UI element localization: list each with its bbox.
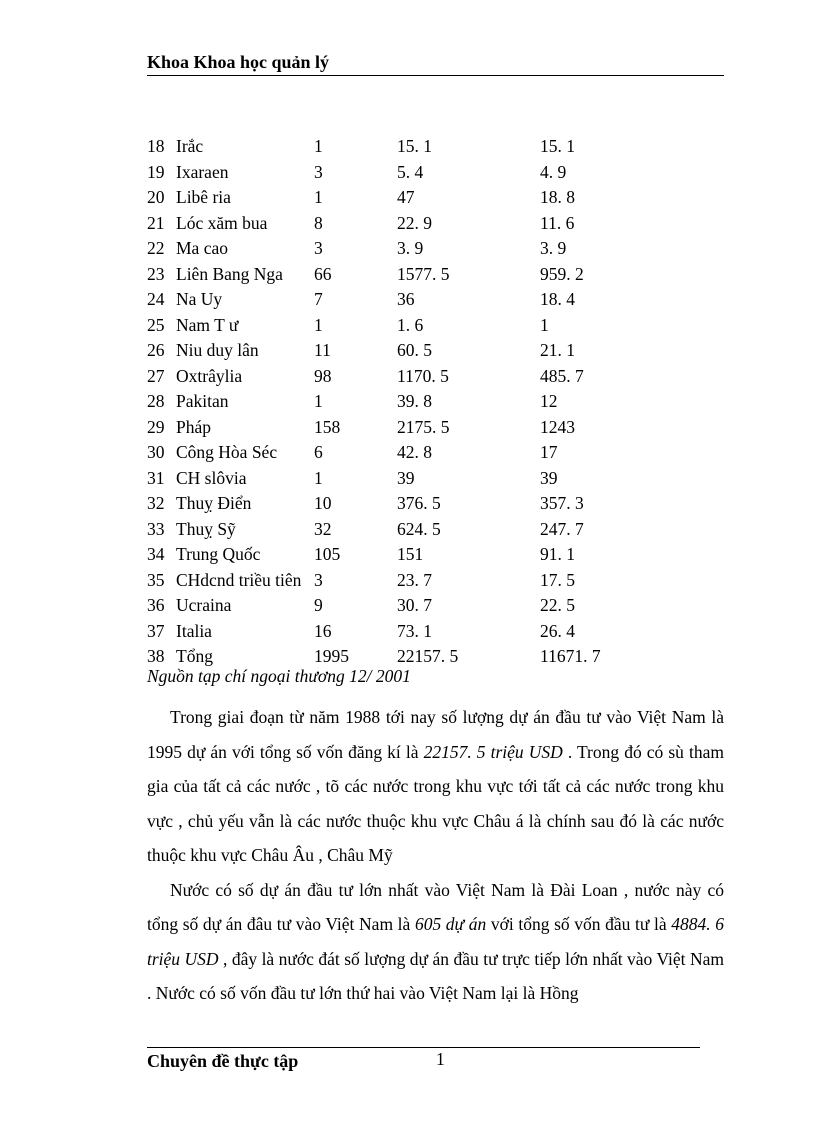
- page-number: 1: [436, 1049, 445, 1069]
- table-row: [147, 313, 727, 339]
- implemented-capital: 4. 9: [540, 161, 567, 182]
- table-row: [147, 160, 727, 186]
- implemented-capital: 15. 1: [540, 136, 575, 156]
- row-index: 34: [147, 544, 165, 564]
- row-index: 36: [147, 595, 165, 615]
- row-index: 30: [147, 442, 165, 462]
- implemented-capital: 18. 4: [540, 289, 575, 309]
- registered-capital: 22. 9: [397, 212, 432, 233]
- row-index: 35: [147, 569, 165, 590]
- implemented-capital: 39: [540, 467, 558, 488]
- table-row: [147, 491, 727, 517]
- registered-capital: 39: [397, 467, 415, 488]
- implemented-capital: 485. 7: [540, 365, 584, 386]
- table-row: [147, 262, 727, 288]
- registered-capital: 42. 8: [397, 442, 432, 462]
- project-count: 1: [314, 314, 323, 335]
- implemented-capital: 11. 6: [540, 212, 575, 233]
- registered-capital: 1170. 5: [397, 365, 449, 386]
- country-name: Pakitan: [176, 391, 229, 411]
- project-count: 105: [314, 544, 341, 564]
- row-index: 20: [147, 187, 165, 207]
- country-name: Lóc xăm bua: [176, 212, 268, 233]
- project-count: 66: [314, 263, 332, 284]
- registered-capital: 36: [397, 289, 415, 309]
- table-row: [147, 338, 727, 364]
- implemented-capital: 18. 8: [540, 187, 575, 207]
- registered-capital: 3. 9: [397, 238, 424, 258]
- table-row: [147, 466, 727, 492]
- implemented-capital: 11671. 7: [540, 646, 601, 666]
- table-row: [147, 389, 727, 415]
- table-row: [147, 593, 727, 619]
- row-index: 26: [147, 340, 165, 360]
- registered-capital: 2175. 5: [397, 416, 450, 437]
- country-name: Na Uy: [176, 289, 223, 309]
- row-index: 28: [147, 391, 165, 411]
- project-count: 3: [314, 569, 323, 590]
- registered-capital: 73. 1: [397, 620, 432, 641]
- paragraph-2-text-a: Nước có số dự án đầu tư lớn nhất vào Việt Nam là Đài Loan , nước này có tổng số dự án đâu tư vào Việt Nam là: [147, 879, 724, 934]
- project-count: 158: [314, 416, 341, 437]
- registered-capital: 1577. 5: [397, 263, 450, 284]
- registered-capital: 151: [397, 544, 424, 564]
- country-name: Công Hòa Séc: [176, 442, 278, 462]
- row-index: 31: [147, 467, 165, 488]
- project-count: 3: [314, 238, 323, 258]
- project-count: 1: [314, 187, 323, 207]
- row-index: 27: [147, 365, 165, 386]
- project-count: 32: [314, 518, 332, 539]
- table-row: [147, 517, 727, 543]
- implemented-capital: 959. 2: [540, 263, 584, 284]
- row-index: 22: [147, 238, 165, 258]
- row-index: 19: [147, 161, 165, 182]
- row-index: 24: [147, 289, 165, 309]
- row-index: 33: [147, 518, 165, 539]
- implemented-capital: 22. 5: [540, 595, 575, 615]
- project-count: 1: [314, 391, 323, 411]
- row-index: 29: [147, 416, 165, 437]
- country-name: Thuỵ Sỹ: [176, 518, 236, 539]
- project-count: 3: [314, 161, 323, 182]
- country-name: Trung Quốc: [176, 544, 261, 564]
- table-row: [147, 619, 727, 645]
- table-row: [147, 287, 727, 313]
- implemented-capital: 3. 9: [540, 238, 567, 258]
- country-name: Ucraina: [176, 595, 232, 615]
- implemented-capital: 357. 3: [540, 493, 584, 513]
- registered-capital: 624. 5: [397, 518, 441, 539]
- table-row: [147, 236, 727, 262]
- project-count: 8: [314, 212, 323, 233]
- registered-capital: 39. 8: [397, 391, 432, 411]
- country-name: Nam T ư: [176, 314, 239, 335]
- country-name: Ixaraen: [176, 161, 229, 182]
- source-note: Nguồn tạp chí ngoại thương 12/ 2001: [147, 666, 411, 686]
- country-name: Niu duy lân: [176, 340, 259, 360]
- paragraph-1-italic-capital: 22157. 5 triệu USD: [423, 741, 563, 762]
- row-index: 18: [147, 136, 165, 156]
- table-row: [147, 568, 727, 594]
- table-row: [147, 542, 727, 568]
- country-name: Ma cao: [176, 238, 228, 258]
- row-index: 25: [147, 314, 165, 335]
- header-rule: [147, 75, 724, 76]
- footer-title: Chuyên đề thực tập: [147, 1051, 299, 1071]
- implemented-capital: 17. 5: [540, 569, 575, 590]
- table-row: [147, 134, 727, 160]
- country-name: Italia: [176, 620, 212, 641]
- implemented-capital: 91. 1: [540, 544, 575, 564]
- implemented-capital: 1: [540, 314, 549, 335]
- registered-capital: 23. 7: [397, 569, 432, 590]
- registered-capital: 376. 5: [397, 493, 441, 513]
- implemented-capital: 26. 4: [540, 620, 575, 641]
- table-row: [147, 415, 727, 441]
- paragraph-2-text-b: với tổng số vốn đầu tư là: [486, 914, 672, 934]
- registered-capital: 15. 1: [397, 136, 432, 156]
- implemented-capital: 12: [540, 391, 558, 411]
- country-name: Liên Bang Nga: [176, 263, 283, 284]
- registered-capital: 22157. 5: [397, 646, 459, 666]
- project-count: 1995: [314, 646, 349, 666]
- project-count: 16: [314, 620, 332, 641]
- country-name: Libê ria: [176, 187, 231, 207]
- row-index: 32: [147, 493, 165, 513]
- country-name: Tổng: [176, 646, 213, 666]
- project-count: 98: [314, 365, 332, 386]
- paragraph-1: [147, 700, 724, 873]
- table-row: [147, 440, 727, 466]
- implemented-capital: 21. 1: [540, 340, 575, 360]
- paragraph-2-text-c: , đây là nước đát số lượng dự án đầu tư trực tiếp lớn nhất vào Việt Nam . Nước có số vốn đầu tư lớn thứ hai vào Việt Nam lại là Hồng: [147, 948, 724, 1003]
- country-name: Oxtrâylia: [176, 365, 243, 386]
- registered-capital: 1. 6: [397, 314, 424, 335]
- implemented-capital: 1243: [540, 416, 575, 437]
- table-row: [147, 364, 727, 390]
- paragraph-2-italic-capital: 4884. 6 triệu USD: [147, 914, 724, 969]
- paragraph-1-text-b: . Trong đó có sù tham gia của tất cả các nước , tõ các nước trong khu vực tới tất cả các nước trong khu vực , chủ yếu vẫn là các nước thuộc khu vực Châu á là chính sau đó là các nước thuộc khu vực Châu Âu , Châu Mỹ: [147, 741, 725, 865]
- project-count: 11: [314, 340, 331, 360]
- row-index: 37: [147, 620, 165, 641]
- row-index: 38: [147, 646, 165, 666]
- implemented-capital: 247. 7: [540, 518, 584, 539]
- paragraph-2-italic-projects: 605 dự án: [414, 914, 487, 934]
- project-count: 10: [314, 493, 332, 513]
- footer-rule: [147, 1047, 700, 1048]
- project-count: 7: [314, 289, 323, 309]
- project-count: 1: [314, 467, 323, 488]
- paragraph-1-text-a: Trong giai đoạn từ năm 1988 tới nay số lượng dự án đầu tư vào Việt Nam là 1995 dự án với tổng số vốn đăng kí là: [147, 707, 724, 762]
- row-index: 23: [147, 263, 165, 284]
- country-name: CHdcnd triều tiên: [176, 569, 302, 590]
- implemented-capital: 17: [540, 442, 558, 462]
- table-row: [147, 211, 727, 237]
- registered-capital: 30. 7: [397, 595, 432, 615]
- paragraph-2: [147, 873, 724, 1011]
- country-name: Irắc: [176, 136, 204, 156]
- table-row: [147, 185, 727, 211]
- investment-table: [147, 134, 727, 670]
- registered-capital: 5. 4: [397, 161, 424, 182]
- project-count: 6: [314, 442, 323, 462]
- body-text: [147, 700, 724, 1011]
- country-name: Thuỵ Điển: [176, 493, 252, 513]
- project-count: 9: [314, 595, 323, 615]
- row-index: 21: [147, 212, 165, 233]
- country-name: Pháp: [176, 416, 211, 437]
- project-count: 1: [314, 136, 323, 156]
- country-name: CH slôvia: [176, 467, 247, 488]
- page-header-title: Khoa Khoa học quản lý: [147, 52, 330, 72]
- registered-capital: 47: [397, 187, 415, 207]
- registered-capital: 60. 5: [397, 340, 432, 360]
